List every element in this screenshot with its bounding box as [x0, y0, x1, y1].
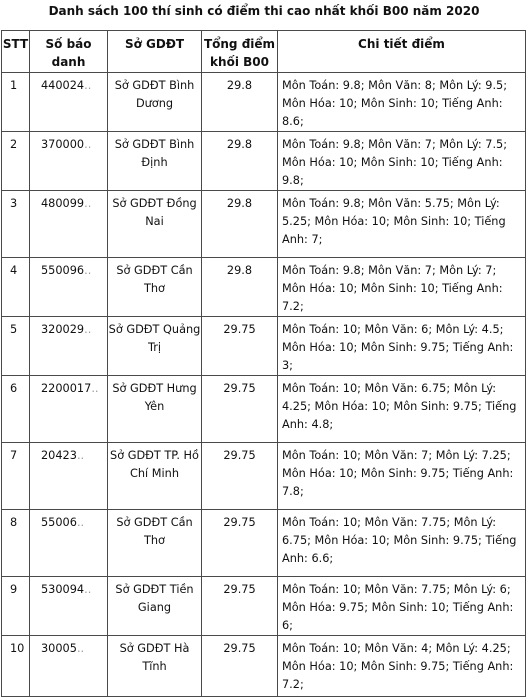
cell-so-gddt: Sở GDĐT Bình Dương [108, 73, 202, 132]
header-stt: STT [2, 31, 30, 73]
cell-sbd [30, 443, 108, 510]
header-so: Sở GDĐT [108, 31, 202, 73]
sbd-mask: .. [84, 197, 92, 210]
cell-so-gddt: Sở GDĐT Hưng Yên [108, 376, 202, 443]
table-row [2, 636, 526, 697]
cell-chi-tiet: Môn Toán: 10; Môn Văn: 7; Môn Lý: 7.25; Môn Hóa: 10; Môn Sinh: 9.75; Tiếng Anh: 7.8; [278, 443, 526, 510]
cell-tong-diem: 29.75 [202, 376, 278, 443]
cell-sbd [30, 191, 108, 258]
table-row [2, 191, 526, 258]
sbd-number: 370000 [41, 138, 85, 151]
cell-so-gddt: Sở GDĐT Hà Tĩnh [108, 636, 202, 697]
sbd-number: 480099 [41, 197, 85, 210]
cell-tong-diem: 29.8 [202, 191, 278, 258]
sbd-mask: .. [76, 516, 85, 529]
cell-so-gddt: Sở GDĐT Cần Thơ [108, 258, 202, 317]
cell-chi-tiet: Môn Toán: 9.8; Môn Văn: 7; Môn Lý: 7.5; Môn Hóa: 10; Môn Sinh: 10; Tiếng Anh: 9.8; [278, 132, 526, 191]
cell-stt: 4 [2, 258, 30, 317]
sbd-number: 2200017 [41, 382, 92, 395]
cell-stt: 8 [2, 510, 30, 577]
cell-chi-tiet: Môn Toán: 10; Môn Văn: 7.75; Môn Lý: 6.75; Môn Hóa: 10; Môn Sinh: 9.75; Tiếng Anh: 6.6; [278, 510, 526, 577]
cell-sbd [30, 376, 108, 443]
cell-sbd [30, 258, 108, 317]
cell-tong-diem: 29.8 [202, 258, 278, 317]
cell-tong-diem: 29.8 [202, 132, 278, 191]
sbd-number: 20423 [41, 449, 77, 462]
cell-tong-diem: 29.75 [202, 443, 278, 510]
cell-so-gddt: Sở GDĐT Tiền Giang [108, 577, 202, 636]
sbd-mask: .. [76, 642, 85, 655]
cell-sbd [30, 510, 108, 577]
cell-so-gddt: Sở GDĐT TP. Hồ Chí Minh [108, 443, 202, 510]
page-title: Danh sách 100 thí sinh có điểm thi cao nhất khối B00 năm 2020 [48, 4, 480, 18]
cell-chi-tiet: Môn Toán: 9.8; Môn Văn: 8; Môn Lý: 9.5; Môn Hóa: 10; Môn Sinh: 10; Tiếng Anh: 8.6; [278, 73, 526, 132]
cell-tong-diem: 29.75 [202, 317, 278, 376]
cell-chi-tiet: Môn Toán: 10; Môn Văn: 6.75; Môn Lý: 4.25; Môn Hóa: 10; Môn Sinh: 9.75; Tiếng Anh: 4.8; [278, 376, 526, 443]
sbd-mask: .. [84, 583, 92, 596]
sbd-number: 550096 [41, 264, 85, 277]
cell-chi-tiet: Môn Toán: 10; Môn Văn: 6; Môn Lý: 4.5; Môn Hóa: 10; Môn Sinh: 9.75; Tiếng Anh: 3; [278, 317, 526, 376]
sbd-mask: .. [84, 79, 92, 92]
sbd-mask: .. [84, 138, 92, 151]
table-row [2, 132, 526, 191]
cell-tong-diem: 29.8 [202, 73, 278, 132]
cell-sbd [30, 132, 108, 191]
sbd-number: 30005 [41, 642, 77, 655]
header-chitiet: Chi tiết điểm [278, 31, 526, 73]
cell-chi-tiet: Môn Toán: 9.8; Môn Văn: 7; Môn Lý: 7; Môn Hóa: 10; Môn Sinh: 10; Tiếng Anh: 7.2; [278, 258, 526, 317]
cell-tong-diem: 29.75 [202, 577, 278, 636]
table-row [2, 577, 526, 636]
cell-stt: 10 [2, 636, 30, 697]
cell-stt: 5 [2, 317, 30, 376]
cell-so-gddt: Sở GDĐT Bình Định [108, 132, 202, 191]
sbd-number: 55006 [41, 516, 77, 529]
cell-so-gddt: Sở GDĐT Quảng Trị [108, 317, 202, 376]
cell-sbd [30, 577, 108, 636]
sbd-mask: .. [84, 323, 92, 336]
cell-sbd [30, 73, 108, 132]
table-row [2, 443, 526, 510]
cell-stt: 9 [2, 577, 30, 636]
table-row [2, 73, 526, 132]
cell-chi-tiet: Môn Toán: 10; Môn Văn: 4; Môn Lý: 4.25; Môn Hóa: 10; Môn Sinh: 9.75; Tiếng Anh: 7.2; [278, 636, 526, 697]
cell-stt: 2 [2, 132, 30, 191]
cell-so-gddt: Sở GDĐT Đồng Nai [108, 191, 202, 258]
cell-sbd [30, 317, 108, 376]
sbd-number: 440024 [41, 79, 85, 92]
cell-stt: 1 [2, 73, 30, 132]
cell-tong-diem: 29.75 [202, 636, 278, 697]
cell-stt: 3 [2, 191, 30, 258]
cell-sbd [30, 636, 108, 697]
cell-tong-diem: 29.75 [202, 510, 278, 577]
cell-chi-tiet: Môn Toán: 10; Môn Văn: 7.75; Môn Lý: 6; Môn Hóa: 9.75; Môn Sinh: 10; Tiếng Anh: 6; [278, 577, 526, 636]
table-row [2, 510, 526, 577]
sbd-number: 530094 [41, 583, 85, 596]
header-tong: Tổng điểm khối B00 [202, 31, 278, 73]
cell-so-gddt: Sở GDĐT Cần Thơ [108, 510, 202, 577]
table-row [2, 317, 526, 376]
results-table [1, 30, 526, 697]
table-row [2, 258, 526, 317]
cell-stt: 7 [2, 443, 30, 510]
sbd-number: 320029 [41, 323, 85, 336]
header-sbd: Số báo danh [30, 31, 108, 73]
table-header-row [2, 31, 526, 73]
cell-chi-tiet: Môn Toán: 9.8; Môn Văn: 5.75; Môn Lý: 5.25; Môn Hóa: 10; Môn Sinh: 10; Tiếng Anh: 7; [278, 191, 526, 258]
sbd-mask: .. [76, 449, 85, 462]
table-row [2, 376, 526, 443]
sbd-mask: .. [91, 382, 99, 395]
sbd-mask: .. [84, 264, 92, 277]
cell-stt: 6 [2, 376, 30, 443]
